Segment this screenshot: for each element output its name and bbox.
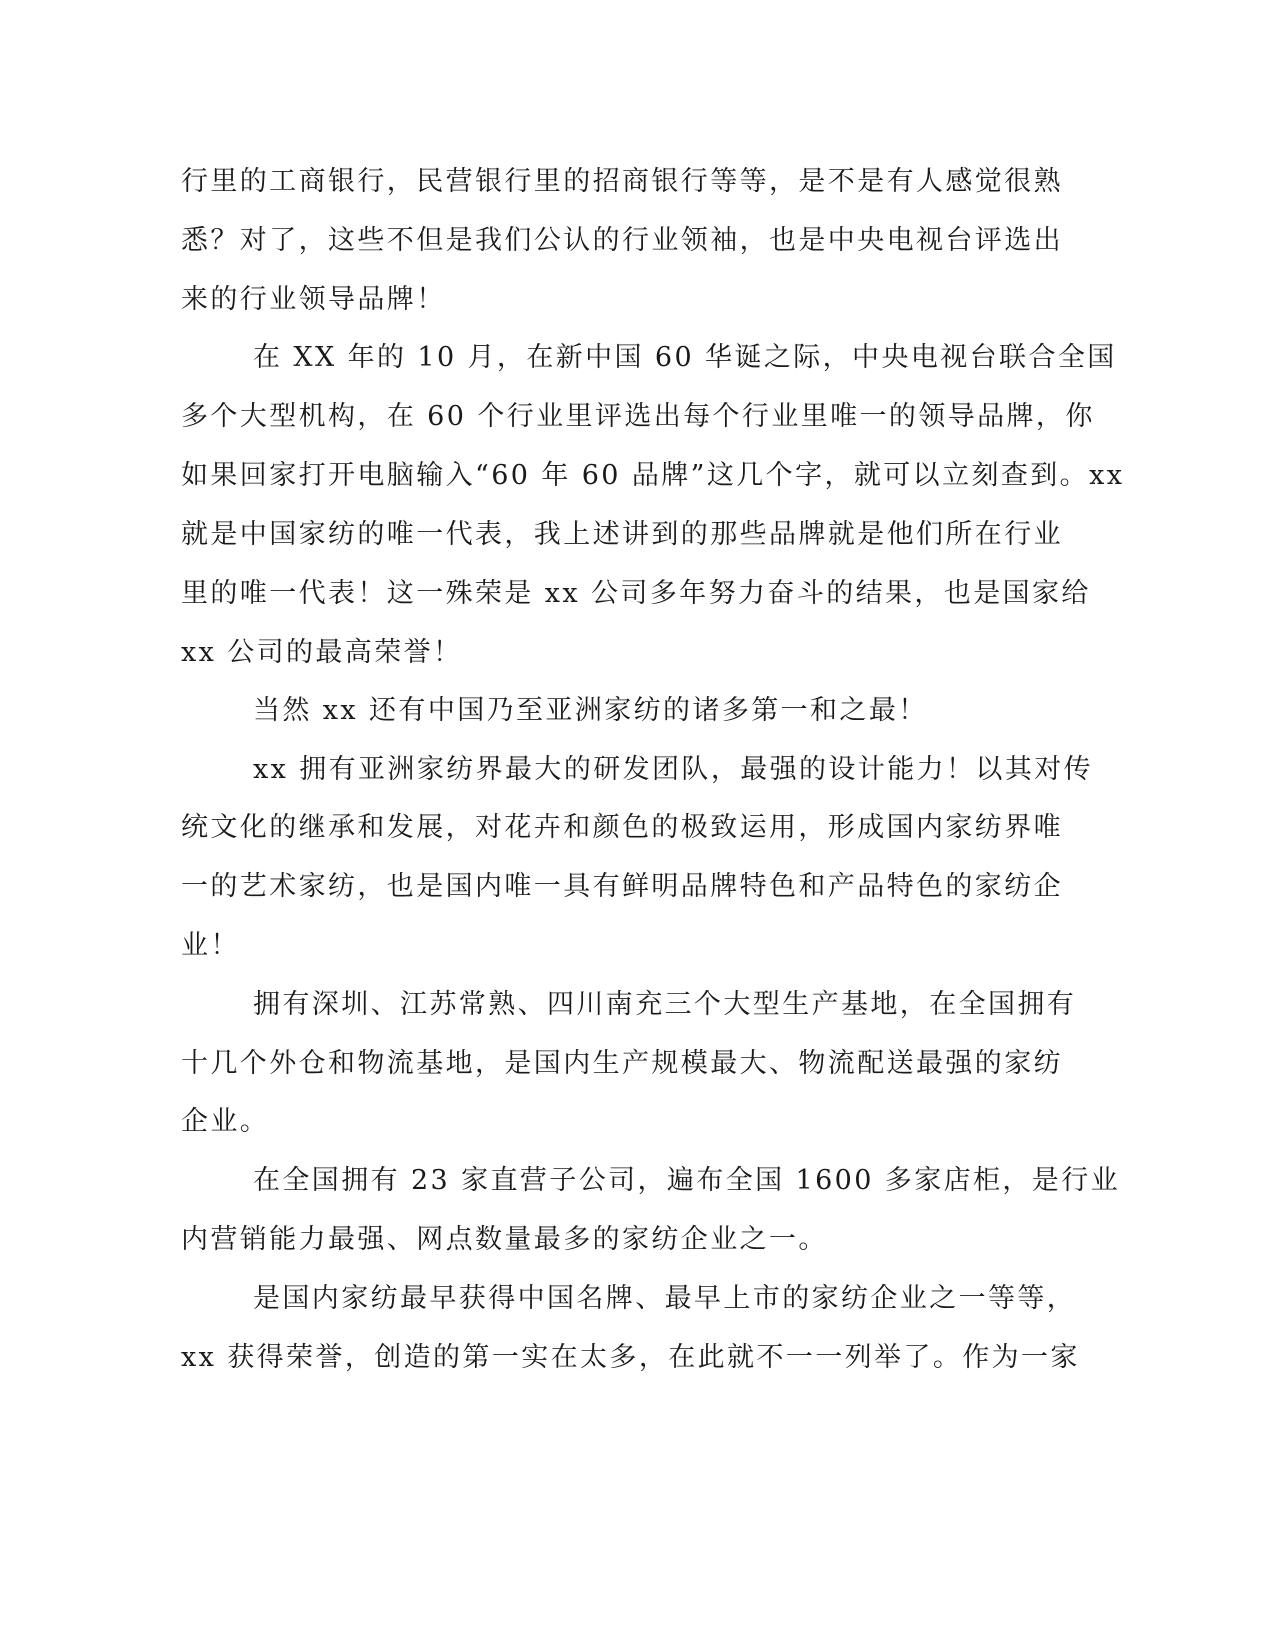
text-line: 内营销能力最强、网点数量最多的家纺企业之一。: [181, 1224, 828, 1255]
paragraph-first-line: 是国内家纺最早获得中国名牌、最早上市的家纺企业之一等等，: [253, 1283, 1077, 1314]
paragraph-first-line: xx 拥有亚洲家纺界最大的研发团队，最强的设计能力！以其对传: [253, 754, 1094, 785]
paragraph-first-line: 当然 xx 还有中国乃至亚洲家纺的诸多第一和之最！: [253, 695, 928, 726]
text-line: 业！: [181, 930, 240, 961]
text-line: 就是中国家纺的唯一代表，我上述讲到的那些品牌就是他们所在行业: [181, 519, 1063, 550]
paragraph-first-line: 拥有深圳、江苏常熟、四川南充三个大型生产基地，在全国拥有: [253, 989, 1077, 1020]
text-line: 来的行业领导品牌！: [181, 284, 446, 315]
text-line: 多个大型机构，在 60 个行业里评选出每个行业里唯一的领导品牌，你: [181, 401, 1095, 432]
text-line: 一的艺术家纺，也是国内唯一具有鲜明品牌特色和产品特色的家纺企: [181, 871, 1063, 902]
text-line: 行里的工商银行，民营银行里的招商银行等等，是不是有人感觉很熟: [181, 166, 1063, 197]
text-line: 如果回家打开电脑输入“60 年 60 品牌”这几个字，就可以立刻查到。xx: [181, 460, 1125, 491]
text-line: xx 公司的最高荣誉！: [181, 637, 463, 668]
text-line: xx 获得荣誉，创造的第一实在太多，在此就不一一列举了。作为一家: [181, 1342, 1080, 1373]
text-line: 里的唯一代表！这一殊荣是 xx 公司多年努力奋斗的结果，也是国家给: [181, 578, 1091, 609]
text-line: 统文化的继承和发展，对花卉和颜色的极致运用，形成国内家纺界唯: [181, 812, 1063, 843]
paragraph-first-line: 在 XX 年的 10 月，在新中国 60 华诞之际，中央电视台联合全国: [253, 342, 1117, 373]
paragraph-first-line: 在全国拥有 23 家直营子公司，遍布全国 1600 多家店柜，是行业: [253, 1165, 1120, 1196]
text-line: 企业。: [181, 1106, 270, 1137]
text-line: 十几个外仓和物流基地，是国内生产规模最大、物流配送最强的家纺: [181, 1048, 1063, 1079]
text-line: 悉？对了，这些不但是我们公认的行业领袖，也是中央电视台评选出: [181, 225, 1063, 256]
